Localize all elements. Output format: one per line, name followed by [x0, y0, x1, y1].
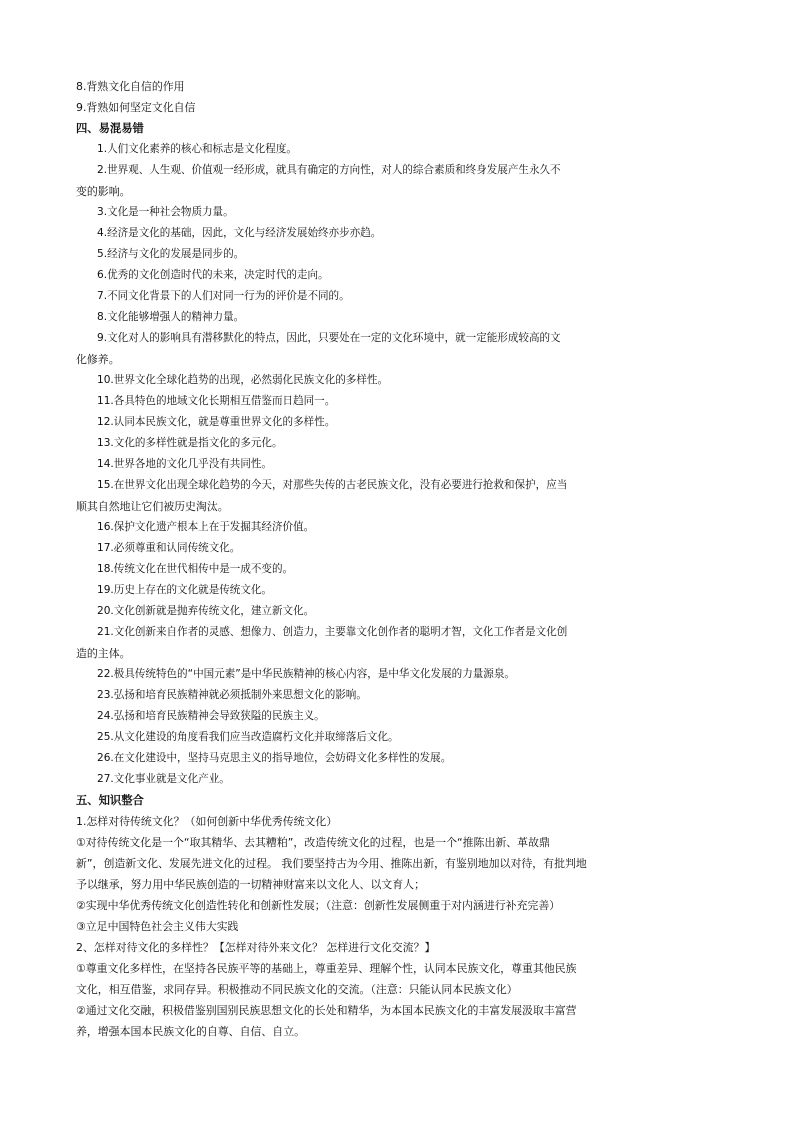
- error-item-15-cont: 顺其自然地让它们被历史淘汰。: [76, 500, 229, 513]
- item-8-line: 8.背熟文化自信的作用: [76, 80, 185, 93]
- error-item-22: 22.极具传统特色的“中国元素”是中华民族精神的核心内容，是中华文化发展的力量源泉。: [97, 668, 515, 680]
- error-item-13: 13.文化的多样性就是指文化的多元化。: [97, 437, 283, 449]
- answer-1-point-1-cont-a: 新”，创造新文化、发展先进文化的过程。 我们要坚持古为今用、推陈出新，有鉴别地加以对待，有批判地: [76, 857, 587, 870]
- error-item-9-cont: 化修养。: [76, 353, 120, 366]
- error-item-17: 17.必须尊重和认同传统文化。: [97, 542, 241, 554]
- error-item-14: 14.世界各地的文化几乎没有共同性。: [97, 458, 272, 470]
- error-item-23: 23.弘扬和培育民族精神就必须抵制外来思想文化的影响。: [97, 689, 367, 701]
- section-heading-4: 四、易混易错: [76, 121, 144, 135]
- question-1: 1.怎样对待传统文化？（如何创新中华优秀传统文化）: [76, 815, 338, 828]
- error-item-27: 27.文化事业就是文化产业。: [97, 773, 230, 785]
- error-item-2-cont: 变的影响。: [76, 185, 131, 198]
- answer-1-point-3: ③立足中国特色社会主义伟大实践: [76, 920, 239, 933]
- answer-2-point-1-cont: 文化，相互借鉴，求同存异。积极推动不同民族文化的交流。（注意：只能认同本民族文化）: [76, 983, 518, 996]
- error-item-4: 4.经济是文化的基础，因此，文化与经济发展始终亦步亦趋。: [97, 227, 382, 239]
- answer-1-point-1: ①对待传统文化是一个“取其精华、去其糟粕”，改造传统文化的过程，也是一个“推陈出新、革故鼎: [76, 836, 550, 849]
- error-item-12: 12.认同本民族文化，就是尊重世界文化的多样性。: [97, 416, 336, 428]
- answer-2-point-1: ①尊重文化多样性，在坚持各民族平等的基础上，尊重差异、理解个性，认同本民族文化，尊重其他民族: [76, 962, 577, 975]
- answer-1-point-1-cont-b: 予以继承，努力用中华民族创造的一切精神财富来以文化人、以文育人；: [76, 878, 425, 891]
- error-item-7: 7.不同文化背景下的人们对同一行为的评价是不同的。: [97, 290, 350, 302]
- error-item-18: 18.传统文化在世代相传中是一成不变的。: [97, 563, 294, 575]
- answer-1-point-2: ②实现中华优秀传统文化创造性转化和创新性发展；（注意：创新性发展侧重于对内涵进行补充完善）: [76, 899, 561, 912]
- error-item-3: 3.文化是一种社会物质力量。: [97, 206, 234, 218]
- error-item-1: 1.人们文化素养的核心和标志是文化程度。: [97, 143, 297, 155]
- error-item-10: 10.世界文化全球化趋势的出现，必然弱化民族文化的多样性。: [97, 374, 388, 386]
- error-item-16: 16.保护文化遗产根本上在于发掘其经济价值。: [97, 521, 315, 533]
- error-item-2: 2.世界观、人生观、价值观一经形成，就具有确定的方向性，对人的综合素质和终身发展产生永久不: [97, 164, 561, 176]
- item-9-line: 9.背熟如何坚定文化自信: [76, 101, 196, 114]
- answer-2-point-2: ②通过文化交融，积极借鉴别国别民族思想文化的长处和精华，为本国本民族文化的丰富发展汲取丰富营: [76, 1004, 577, 1017]
- error-item-11: 11.各具特色的地域文化长期相互借鉴而日趋同一。: [97, 395, 336, 407]
- error-item-15: 15.在世界文化出现全球化趋势的今天，对那些失传的古老民族文化，没有必要进行抢救和保护，应当: [97, 479, 568, 491]
- error-item-25: 25.从文化建设的角度看我们应当改造腐朽文化并取缔落后文化。: [97, 731, 399, 743]
- error-item-19: 19.历史上存在的文化就是传统文化。: [97, 584, 272, 596]
- error-item-24: 24.弘扬和培育民族精神会导致狭隘的民族主义。: [97, 710, 325, 722]
- error-item-20: 20.文化创新就是抛弃传统文化，建立新文化。: [97, 605, 315, 617]
- answer-2-point-2-cont: 养，增强本国本民族文化的自尊、自信、自立。: [76, 1025, 306, 1038]
- error-item-9: 9.文化对人的影响具有潜移默化的特点，因此，只要处在一定的文化环境中，就一定能形成较高的文: [97, 332, 561, 344]
- question-2: 2、怎样对待文化的多样性？【怎样对待外来文化？ 怎样进行文化交流？】: [76, 941, 436, 954]
- error-item-21: 21.文化创新来自作者的灵感、想像力、创造力，主要靠文化创作者的聪明才智，文化工作者是文化创: [97, 626, 568, 638]
- error-item-8: 8.文化能够增强人的精神力量。: [97, 311, 245, 323]
- error-item-26: 26.在文化建设中，坚持马克思主义的指导地位，会妨碍文化多样性的发展。: [97, 752, 452, 764]
- error-item-21-cont: 造的主体。: [76, 647, 131, 660]
- error-item-5: 5.经济与文化的发展是同步的。: [97, 248, 245, 260]
- section-heading-5: 五、知识整合: [76, 793, 144, 807]
- error-item-6: 6.优秀的文化创造时代的未来，决定时代的走向。: [97, 269, 329, 281]
